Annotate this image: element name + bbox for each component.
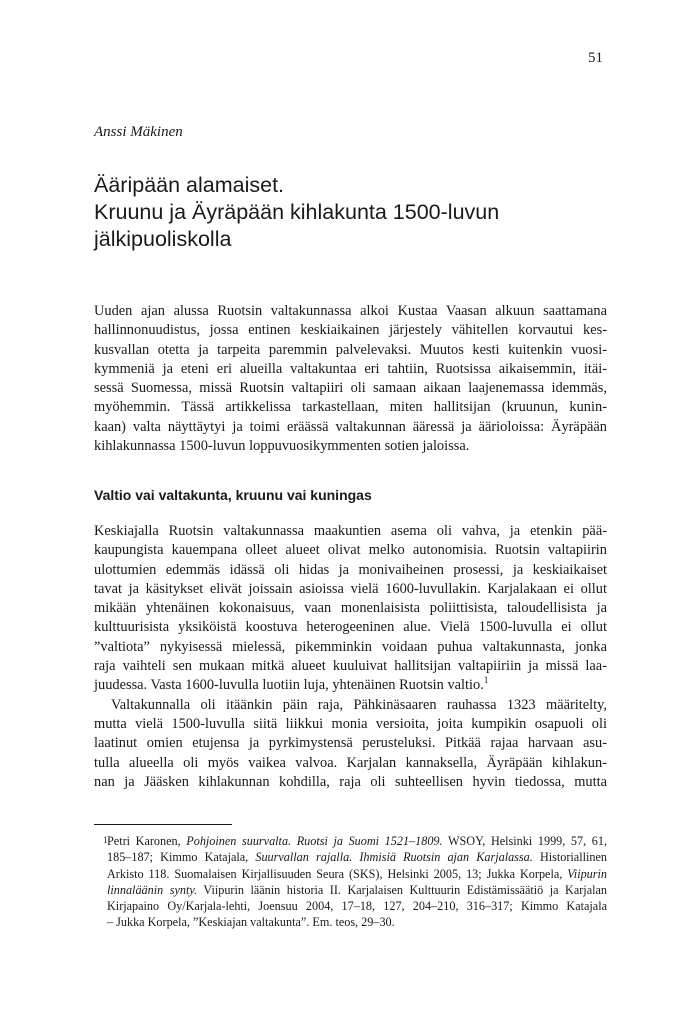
abstract-line: myöhemmin. Tässä artikkelissa tarkastellaan, miten hallitsijan (kruunun, kunin- [94, 399, 607, 416]
body-line: raja vaihteli sen mukaan mitkä alueet kuuluivat hallitsijan valtapiiriin ja missä laa- [94, 658, 607, 675]
title-line: Kruunu ja Äyräpään kihlakunta 1500-luvun [94, 200, 500, 224]
footnote-text: Arkisto 118. Suomalaisen Kirjallisuuden Seura (SKS), Helsinki 2005, 13; Jukka Korpela, [107, 866, 568, 881]
body-text [94, 522, 607, 792]
footnote-line [94, 833, 607, 849]
body-line: Valtakunnalla oli itäänkin päin raja, Pähkinäsaaren rauhassa 1323 määritelty, [111, 696, 607, 713]
body-line: kaupungista kauempana olleet alueet olivat melko autonomisia. Ruotsin valtapiirin [94, 542, 607, 559]
footnote-line: – Jukka Korpela, ”Keskiajan valtakunta”. Em. teos, 29–30. [107, 915, 395, 930]
abstract-line: hallinnonuudistus, jossa entinen keskiaikainen järjestely vähitellen korvautui kes- [94, 322, 607, 339]
abstract-line: kihlakunnassa 1500-luvun loppuvuosikymmenten sotien jaloissa. [94, 438, 470, 455]
body-line: Keskiajalla Ruotsin valtakunnassa maakuntien asema oli vahva, ja etenkin pää- [94, 523, 607, 539]
footnote-line [94, 882, 607, 898]
body-line: laatinut omien etujensa ja pyrkimystensä perusteluksi. Pitkää rajaa harvaan asu- [94, 735, 607, 752]
abstract-line: kymmeniä ja eteni eri alueilla valtakuntaa eri tahtiin, Ruotsissa aikaisemmin, itäi- [94, 360, 607, 377]
article-title [94, 172, 614, 253]
abstract-line: kusvallan otetta ja tarpeita paremmin palvelevaksi. Muutos kesti kuitenkin vuosi- [94, 341, 607, 358]
body-line: mutta vielä 1500-luvulla siitä liikkui monia versioita, joita kumpikin osapuoli oli [94, 715, 607, 732]
body-line-text: juudessa. Vasta 1600-luvulla luotiin luja, yhtenäinen Ruotsin valtio. [94, 677, 484, 694]
body-line: tavat ja käsitykset elivät joissain asioissa vielä 1600-luvullakin. Karjalakaan ei ollut [94, 580, 607, 597]
page-number: 51 [588, 50, 603, 66]
abstract [94, 302, 607, 456]
paragraph-1 [94, 522, 607, 696]
footnote-text: WSOY, Helsinki 1999, 57, 61, [442, 834, 608, 848]
section-heading: Valtio vai valtakunta, kruunu vai kuningas [94, 487, 372, 503]
footnote-separator [94, 824, 232, 825]
footnote-line [94, 866, 607, 882]
footnote-title: Viipurin [567, 866, 607, 881]
body-line: ulottumien edemmäs idässä oli hidas ja monivaiheinen prosessi, ja keskiaikaiset [94, 561, 607, 578]
abstract-line: sessä Suomessa, missä Ruotsin valtapiiri oli samaan aikaan laajenemassa idemmäs, [94, 380, 607, 397]
footnote-title: Pohjoinen suurvalta. Ruotsi ja Suomi 1521–1809. [186, 834, 443, 848]
footnote [94, 833, 607, 931]
abstract-line: kaan) valta näyttäytyi ja toimi eräässä valtakunnan ääressä ja äärioloissa: Äyräpään [94, 418, 607, 435]
body-line: nan ja Jääsken kihlakunnan kohdilla, raja oli suhteellisen hyvin tiedossa, mutta [94, 773, 607, 790]
footnote-text: Petri Karonen, [107, 834, 187, 848]
title-line: Ääripään alamaiset. [94, 173, 285, 197]
footnote-line [94, 849, 607, 865]
body-line: mikään yhtenäinen kokonaisuus, vaan monenlaisista poliittisista, taloudellisista ja [94, 600, 607, 617]
body-line: tulla alueella oli myös vaikea valvoa. Karjalan kannaksella, Äyräpään kihlakun- [94, 754, 607, 771]
author-name: Anssi Mäkinen [94, 124, 183, 140]
footnote-reference[interactable]: 1 [483, 675, 489, 686]
body-line [94, 676, 607, 695]
title-line: jälkipuoliskolla [94, 227, 232, 251]
footnote-text: Historiallinen [532, 850, 607, 865]
footnote-first-line-wrap [94, 833, 607, 849]
footnote-mark: 1 [103, 835, 108, 845]
footnote-line: Kirjapaino Oy/Karjala-lehti, Joensuu 2004, 17–18, 127, 204–210, 316–317; Kimmo Katajala [107, 899, 607, 914]
footnote-title: linnaläänin synty. [107, 882, 198, 897]
body-line: kulttuurisista yksiköistä koostuva heterogeeninen alue. Vielä 1500-luvulla ei ollut [94, 619, 607, 636]
body-line: ”valtiota” nykyisessä mielessä, pikemminkin voidaan puhua valtakunnasta, jonka [94, 638, 607, 655]
paragraph-2 [94, 696, 607, 792]
footnote-text: 185–187; Kimmo Katajala, [107, 850, 256, 865]
abstract-line: Uuden ajan alussa Ruotsin valtakunnassa alkoi Kustaa Vaasan alkuun saattamana [94, 303, 607, 319]
footnote-title: Suurvallan rajalla. Ihmisiä Ruotsin ajan Karjalassa. [255, 850, 533, 865]
footnote-text: Viipurin läänin historia II. Karjalaisen Kulttuurin Edistämissäätiö ja Karjalan [197, 882, 607, 897]
